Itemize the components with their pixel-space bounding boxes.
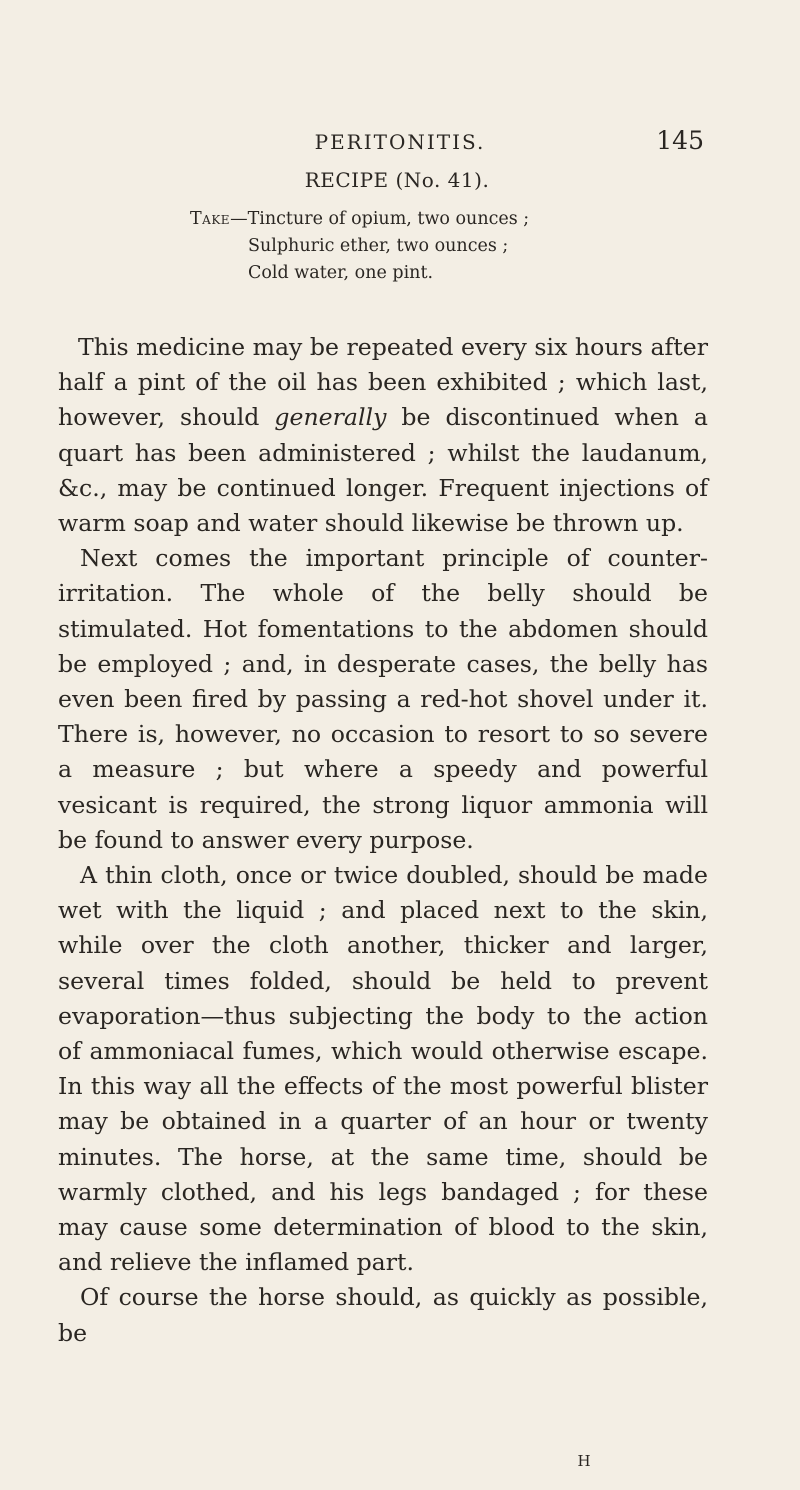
ingredient-line: Sulphuric ether, two ounces ; [248, 236, 509, 256]
ingredient-text: —Tincture of opium, two ounces ; [230, 209, 530, 229]
page-header [0, 126, 800, 170]
ingredient-line [190, 206, 800, 233]
running-head: PERITONITIS. [314, 130, 486, 154]
paragraph: A thin cloth, once or twice doubled, should be made wet with the liquid ; and placed next to the skin, while over the cloth another, thicker and larger, several times folded, should be held to prevent evaporation—thus subjecting the body to the action of ammoniacal fumes, which would otherwise escape. In this way all the effects of the most powerful blister may be obtained in a quarter of an hour or twenty minutes. The horse, at the same time, should be warmly clothed, and his legs bandaged ; for these may cause some determination of blood to the skin, and relieve the inflamed part. [58, 861, 708, 1277]
signature-mark: H [577, 1452, 591, 1470]
paragraph: Of course the horse should, as quickly as possible, be [58, 1283, 708, 1347]
paragraph: Next comes the important principle of counter-irritation. The whole of the belly should be stimulated. Hot fomentations to the abdomen should be employed ; and, in desperate cases, the belly has even been fired by passing a red-hot shovel under it. There is, however, no occasion to resort to so severe a measure ; but where a speedy and powerful vesicant is required, the strong liquor ammonia will be found to answer every purpose. [58, 544, 708, 854]
paragraph-text: This medicine may be repeated every six hours after half a pint of the oil has been exhibited ; which last, however, should [58, 333, 708, 432]
ingredient-list [190, 206, 800, 287]
recipe-block [0, 168, 800, 287]
ingredient-line: Cold water, one pint. [248, 263, 434, 283]
italic-emphasis: generally [274, 403, 387, 432]
body-text [58, 330, 708, 1351]
page-number: 145 [656, 126, 704, 155]
paragraph-text: be discontinued when a quart has been administered ; whilst the laudanum, &c., may be continued longer. Frequent injections of warm soap and water should likewise be thrown up. [58, 403, 708, 538]
take-label: Take [190, 209, 231, 229]
paragraph [58, 330, 708, 541]
recipe-title: RECIPE (No. 41). [304, 168, 490, 192]
